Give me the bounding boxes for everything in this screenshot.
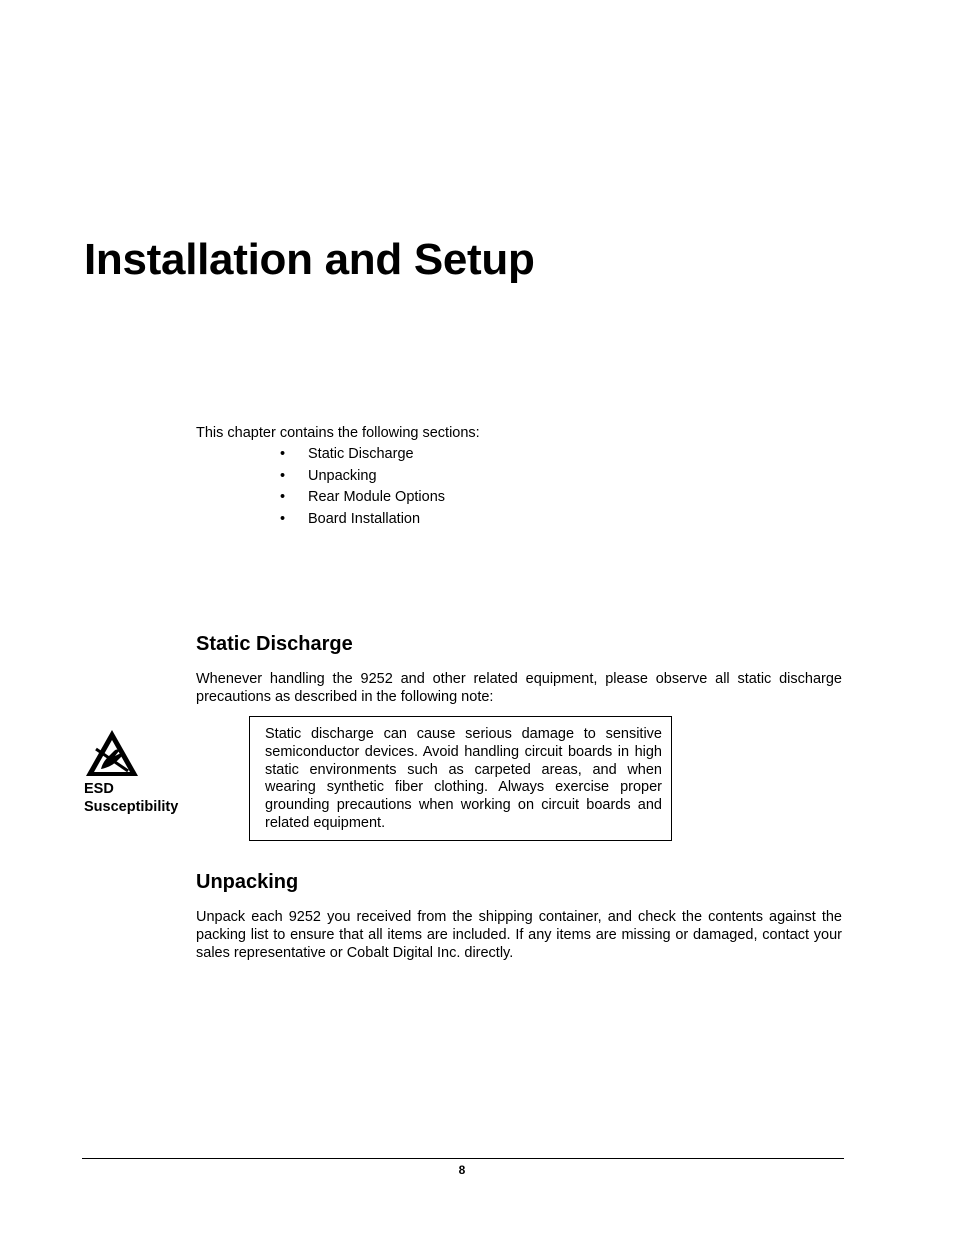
footer-divider (82, 1158, 844, 1159)
esd-note-box (249, 716, 672, 841)
unpacking-paragraph: Unpack each 9252 you received from the shipping container, and check the contents against the packing list to ensure that all items are included. If any items are missing or damaged, contact your sales representative or Cobalt Digital Inc. directly. (196, 909, 842, 961)
bullet-icon: • (280, 511, 286, 528)
list-item-label: Static Discharge (308, 446, 414, 462)
esd-note-text: Static discharge can cause serious damage to sensitive semiconductor devices. Avoid handling circuit boards in high static environments such as carpeted areas, and when wearing synthetic fiber clothing. Always exercise proper grounding precautions when working on circuit boards and related equipment. (265, 726, 662, 831)
section-heading-unpacking: Unpacking (196, 871, 299, 893)
esd-susceptibility-label (84, 780, 178, 816)
list-item (280, 467, 445, 489)
list-item (280, 445, 445, 467)
bullet-icon: • (280, 467, 286, 484)
bullet-icon: • (280, 489, 286, 506)
bullet-icon: • (280, 446, 286, 462)
list-item-label: Board Installation (308, 511, 421, 528)
susceptibility-label-line: Susceptibility (84, 799, 179, 815)
section-heading-static-discharge: Static Discharge (196, 633, 353, 655)
list-item-label: Rear Module Options (308, 489, 446, 506)
chapter-title: Installation and Setup (84, 235, 535, 284)
page-number: 8 (458, 1163, 466, 1177)
static-discharge-paragraph: Whenever handling the 9252 and other related equipment, please observe all static discharge precautions as described in the following note: (196, 671, 842, 705)
intro-text: This chapter contains the following sections: (196, 425, 480, 441)
list-item (280, 488, 445, 510)
esd-warning-icon (84, 727, 140, 779)
list-item-label: Unpacking (308, 467, 377, 484)
list-item (280, 510, 445, 532)
section-list (280, 445, 445, 532)
esd-label-line: ESD (84, 781, 114, 797)
